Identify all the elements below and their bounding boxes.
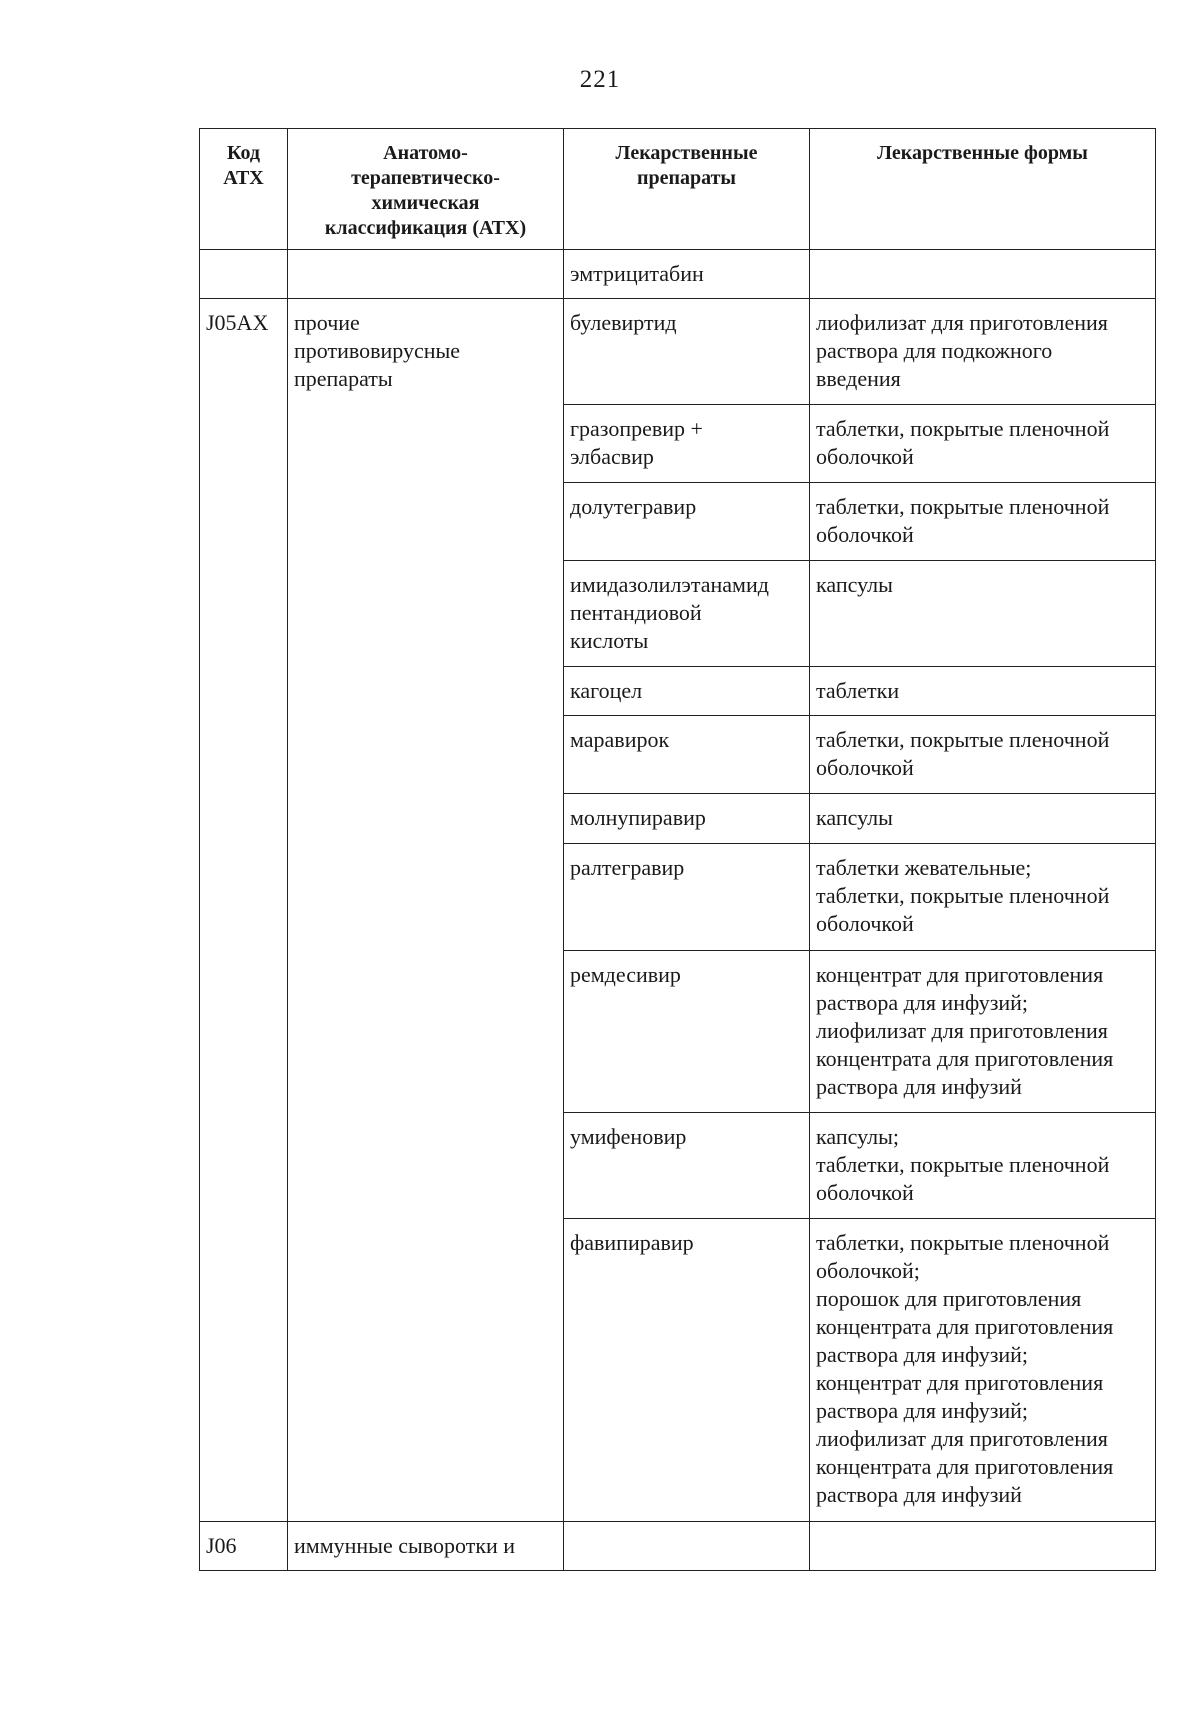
drug-name: маравирок	[564, 716, 810, 794]
drug-name: имидазолилэтанамид пентандиовой кислоты	[564, 561, 810, 667]
table-row	[200, 299, 1156, 405]
drug-form	[810, 1522, 1156, 1571]
drug-name: долутегравир	[564, 483, 810, 561]
atx-classification: прочие противовирусные препараты	[288, 299, 564, 1522]
header-drugs: Лекарственные препараты	[564, 129, 810, 250]
drug-form: таблетки	[810, 667, 1156, 716]
drug-name: фавипиравир	[564, 1219, 810, 1522]
drug-name: умифеновир	[564, 1113, 810, 1219]
drug-form: капсулы	[810, 561, 1156, 667]
atx-code: J06	[200, 1522, 288, 1571]
table-row	[200, 1522, 1156, 1571]
atx-table	[199, 128, 1156, 1571]
drug-form: лиофилизат для приготовления раствора для подкожного введения	[810, 299, 1156, 405]
drug-name: молнупиравир	[564, 794, 810, 844]
header-classification: Анатомо- терапевтическо- химическая классификация (АТХ)	[288, 129, 564, 250]
drug-form: капсулы	[810, 794, 1156, 844]
drug-form: таблетки, покрытые пленочной оболочкой	[810, 405, 1156, 483]
drug-name: кагоцел	[564, 667, 810, 716]
header-code: Код АТХ	[200, 129, 288, 250]
drug-name: ремдесивир	[564, 951, 810, 1113]
atx-classification	[288, 250, 564, 299]
drug-form	[810, 250, 1156, 299]
drug-form: таблетки жевательные; таблетки, покрытые пленочной оболочкой	[810, 844, 1156, 951]
table-header-row	[200, 129, 1156, 250]
drug-name: гразопревир + элбасвир	[564, 405, 810, 483]
drug-name: булевиртид	[564, 299, 810, 405]
page-number: 221	[579, 66, 621, 93]
drug-name: ралтегравир	[564, 844, 810, 951]
atx-code: J05AX	[200, 299, 288, 1522]
drug-form: концентрат для приготовления раствора для инфузий; лиофилизат для приготовления концентрата для приготовления раствора для инфузий	[810, 951, 1156, 1113]
drug-name	[564, 1522, 810, 1571]
drug-form: капсулы; таблетки, покрытые пленочной оболочкой	[810, 1113, 1156, 1219]
header-forms: Лекарственные формы	[810, 129, 1156, 250]
drug-name: эмтрицитабин	[564, 250, 810, 299]
atx-code	[200, 250, 288, 299]
table-row	[200, 250, 1156, 299]
drug-form: таблетки, покрытые пленочной оболочкой	[810, 716, 1156, 794]
drug-form: таблетки, покрытые пленочной оболочкой	[810, 483, 1156, 561]
drug-form: таблетки, покрытые пленочной оболочкой; порошок для приготовления концентрата для приготовления раствора для инфузий; концентрат для приготовления раствора для инфузий; лиофилизат для приготовления концентрата для приготовления раствора для инфузий	[810, 1219, 1156, 1522]
atx-classification: иммунные сыворотки и	[288, 1522, 564, 1571]
